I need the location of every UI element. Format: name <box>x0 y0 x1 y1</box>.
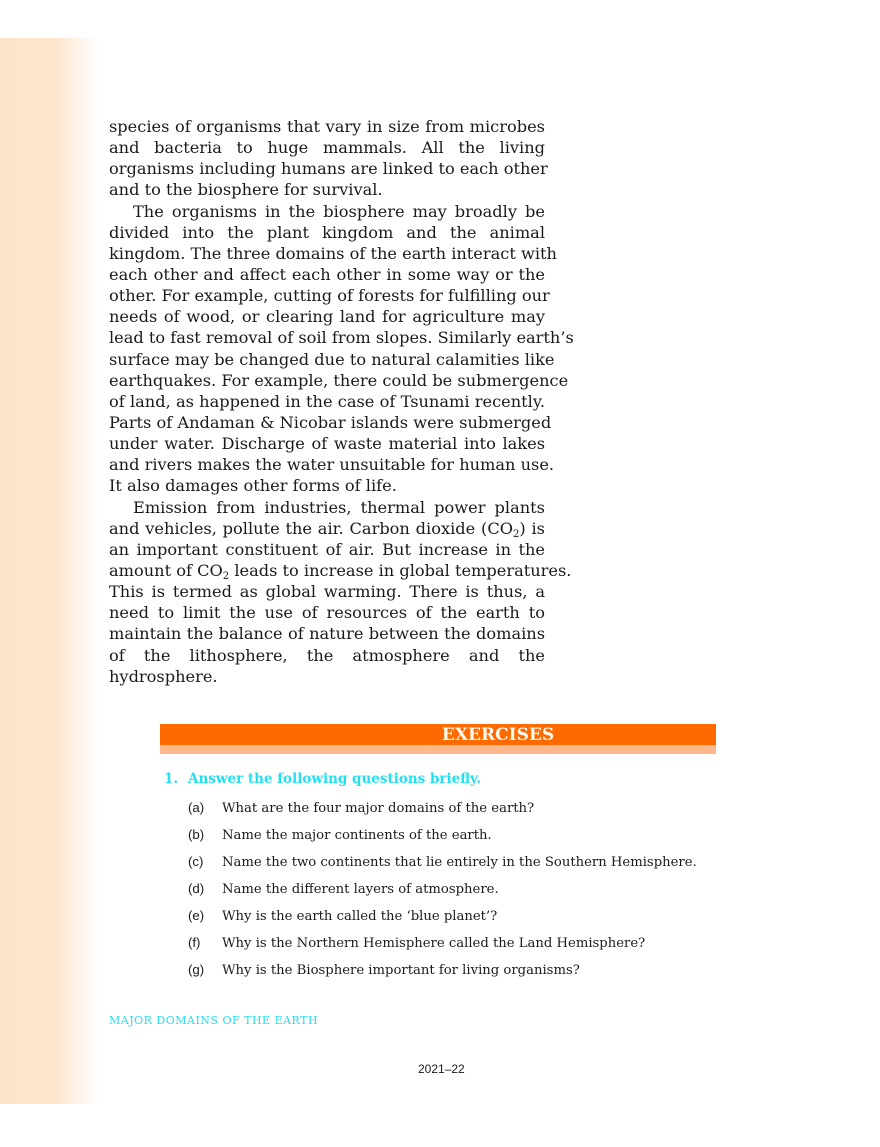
text-line <box>109 539 545 560</box>
text-line <box>109 306 545 327</box>
text-segment: ) is <box>519 518 545 538</box>
text-segment: of land, as happened in the case of Tsunami recently. <box>109 391 545 411</box>
question-label: (d) <box>188 881 205 896</box>
text-line <box>109 349 555 370</box>
text-segment: needs of wood, or clearing land for agriculture may <box>109 307 545 327</box>
text-line <box>109 433 545 454</box>
text-segment: and bacteria to huge mammals. All the living <box>109 138 545 158</box>
text-segment: and to the biosphere for survival. <box>109 180 383 200</box>
question-text: Why is the earth called the ‘blue planet’? <box>222 909 498 924</box>
text-segment: leads to increase in global temperatures. <box>229 560 572 580</box>
text-segment: organisms including humans are linked to each other <box>109 159 548 179</box>
text-segment: and rivers makes the water unsuitable for human use. <box>109 455 555 475</box>
question-list <box>188 797 697 986</box>
question-label: (g) <box>188 962 205 977</box>
text-segment: an important constituent of air. But increase in the <box>109 539 545 559</box>
question-label: (e) <box>188 908 205 923</box>
subscript: 2 <box>222 570 230 582</box>
text-line <box>109 264 545 285</box>
text-segment: It also damages other forms of life. <box>109 476 397 496</box>
page-label: 2021–22 <box>418 1062 465 1076</box>
text-segment: earthquakes. For example, there could be submergence <box>109 370 569 390</box>
question-text: Name the different layers of atmosphere. <box>222 882 499 897</box>
chapter-title-footer: MAJOR DOMAINS OF THE EARTH <box>109 1014 319 1027</box>
question-text: Name the major continents of the earth. <box>222 828 492 843</box>
text-segment: under water. Discharge of waste material into lakes <box>109 434 545 454</box>
question-item <box>188 878 697 905</box>
question-item <box>188 851 697 878</box>
question-heading <box>164 771 481 787</box>
text-line <box>109 285 550 306</box>
text-line <box>109 560 572 582</box>
text-line <box>109 391 545 412</box>
text-segment: This is termed as global warming. There is thus, a <box>109 582 545 602</box>
question-heading-text: Answer the following questions briefly. <box>188 771 482 787</box>
text-line <box>109 666 545 687</box>
text-line <box>109 475 545 496</box>
body-text <box>109 116 574 687</box>
text-segment: amount of CO <box>109 560 223 580</box>
text-line <box>109 497 545 518</box>
subscript: 2 <box>513 528 520 540</box>
text-line <box>109 645 545 666</box>
text-segment: Parts of Andaman & Nicobar islands were submerged <box>109 412 552 432</box>
text-segment: kingdom. The three domains of the earth interact with <box>109 243 557 263</box>
text-line <box>109 623 545 644</box>
question-item <box>188 959 697 986</box>
question-text: Why is the Northern Hemisphere called the Land Hemisphere? <box>222 936 646 951</box>
question-text: What are the four major domains of the earth? <box>222 801 535 816</box>
text-segment: maintain the balance of nature between the domains <box>109 624 545 644</box>
text-line <box>109 137 545 158</box>
text-segment: divided into the plant kingdom and the animal <box>109 222 545 242</box>
text-segment: hydrosphere. <box>109 666 218 686</box>
question-label: (a) <box>188 800 205 815</box>
text-line <box>109 454 555 475</box>
text-line <box>109 518 545 539</box>
text-line <box>109 243 557 264</box>
exercises-banner-underline <box>160 745 716 754</box>
text-segment: Emission from industries, thermal power plants <box>133 497 545 517</box>
text-line <box>109 116 545 137</box>
text-line <box>109 581 545 602</box>
text-segment: need to limit the use of resources of the earth to <box>109 603 545 623</box>
question-text: Why is the Biosphere important for living organisms? <box>222 963 580 978</box>
question-item <box>188 905 697 932</box>
question-item <box>188 932 697 959</box>
text-line <box>109 602 545 623</box>
text-segment: each other and affect each other in some way or the <box>109 264 545 284</box>
text-segment: of the lithosphere, the atmosphere and the <box>109 645 545 665</box>
text-segment: species of organisms that vary in size from microbes <box>109 117 545 136</box>
text-segment: lead to fast removal of soil from slopes. Similarly earth’s <box>109 328 574 348</box>
text-line <box>109 412 552 433</box>
text-line <box>109 222 545 243</box>
text-segment: other. For example, cutting of forests for fulfilling our <box>109 286 550 306</box>
text-segment: The organisms in the biosphere may broadly be <box>133 201 545 221</box>
exercises-title: EXERCISES <box>441 725 555 745</box>
text-segment: surface may be changed due to natural calamities like <box>109 349 555 369</box>
text-line <box>109 179 545 200</box>
text-line <box>109 370 569 391</box>
question-item <box>188 824 697 851</box>
text-segment: and vehicles, pollute the air. Carbon dioxide (CO <box>109 518 513 538</box>
text-line <box>109 327 574 348</box>
text-line <box>109 201 545 222</box>
question-text: Name the two continents that lie entirely in the Southern Hemisphere. <box>222 855 697 870</box>
question-number: 1. <box>164 771 179 787</box>
question-label: (b) <box>188 827 205 842</box>
question-label: (f) <box>188 935 201 950</box>
page-margin-strip <box>0 38 100 1104</box>
question-label: (c) <box>188 854 204 869</box>
question-item <box>188 797 697 824</box>
exercises-banner <box>160 724 716 745</box>
text-line <box>109 158 548 179</box>
